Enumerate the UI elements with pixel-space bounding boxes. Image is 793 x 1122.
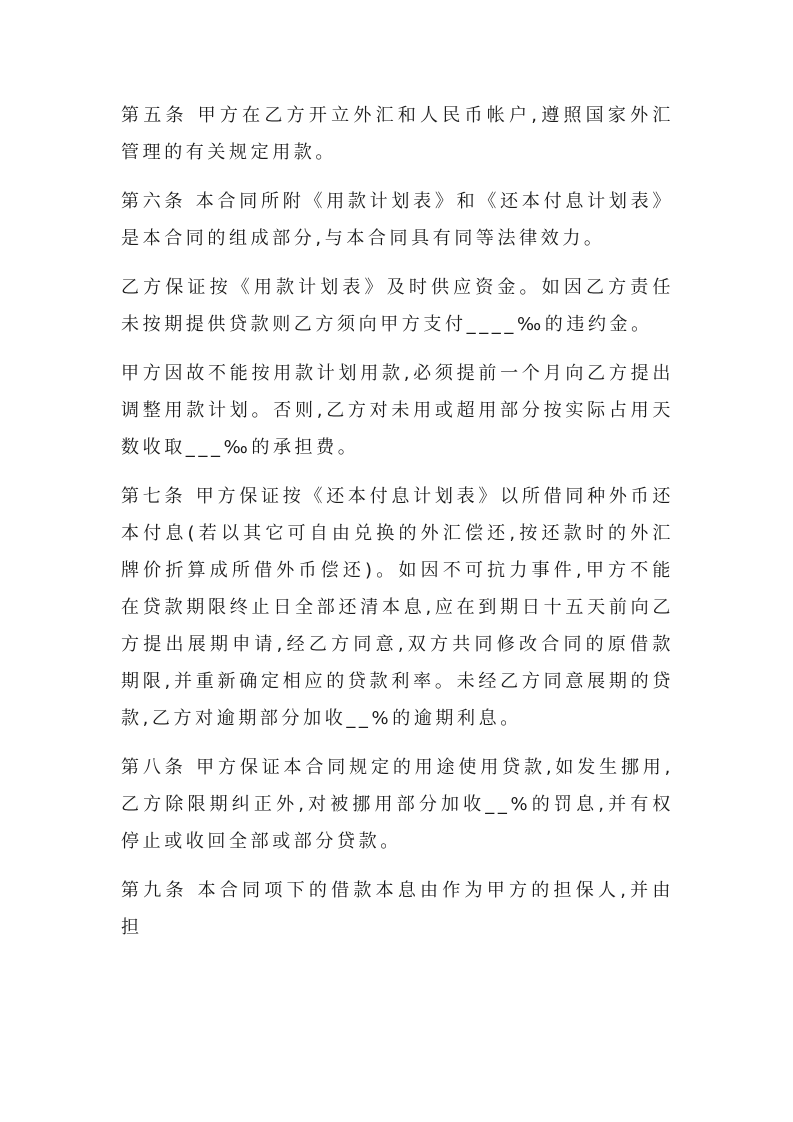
clause-8-paragraph: 第八条 甲方保证本合同规定的用途使用贷款,如发生挪用,乙方除限期纠正外,对被挪用部分加收__%的罚息,并有权停止或收回全部或部分贷款。 <box>121 757 674 852</box>
contract-body <box>121 97 674 946</box>
clause-5-paragraph: 第五条 甲方在乙方开立外汇和人民币帐户,遵照国家外汇管理的有关规定用款。 <box>121 105 674 163</box>
commitment-fee-paragraph: 甲方因故不能按用款计划用款,必须提前一个月向乙方提出调整用款计划。否则,乙方对未用或超用部分按实际占用天数收取___‰的承担费。 <box>121 363 674 458</box>
lender-obligation-paragraph: 乙方保证按《用款计划表》及时供应资金。如因乙方责任未按期提供贷款则乙方须向甲方支付____‰的违约金。 <box>121 277 674 335</box>
clause-7-paragraph: 第七条 甲方保证按《还本付息计划表》以所借同种外币还本付息(若以其它可自由兑换的外汇偿还,按还款时的外汇牌价折算成所借外币偿还)。如因不可抗力事件,甲方不能在贷款期限终止日全部还清本息,应在到期日十五天前向乙方提出展期申请,经乙方同意,双方共同修改合同的原借款期限,并重新确定相应的贷款利率。未经乙方同意展期的贷款,乙方对逾期部分加收__%的逾期利息。 <box>121 486 674 729</box>
clause-9-paragraph: 第九条 本合同项下的借款本息由作为甲方的担保人,并由担 <box>121 880 674 938</box>
clause-6-paragraph: 第六条 本合同所附《用款计划表》和《还本付息计划表》是本合同的组成部分,与本合同具有同等法律效力。 <box>121 191 674 249</box>
